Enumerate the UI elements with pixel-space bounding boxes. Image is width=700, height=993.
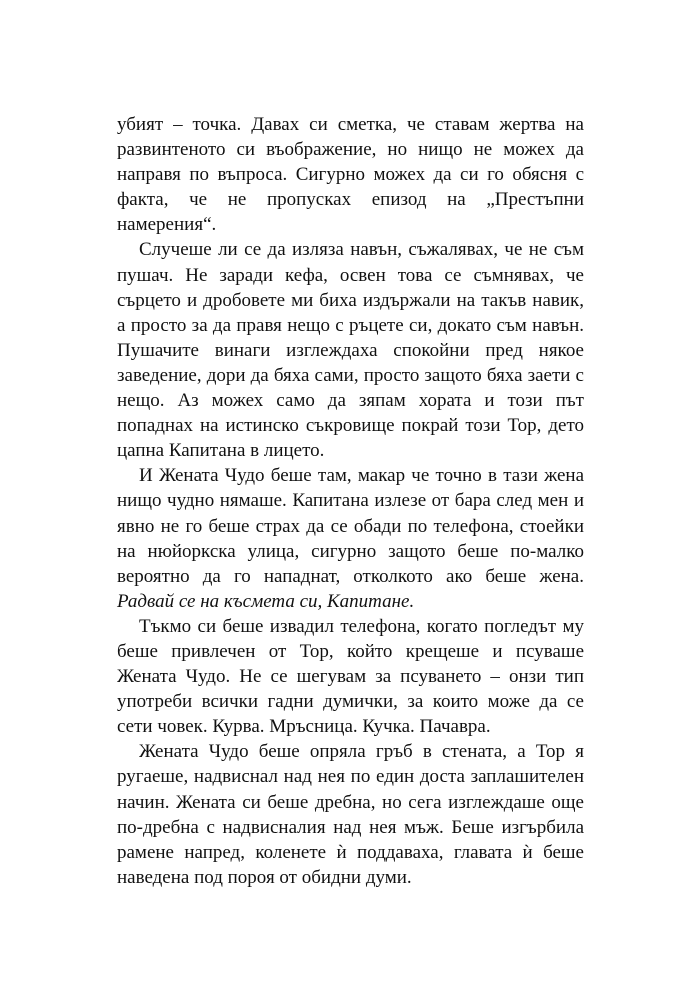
paragraph-3 bbox=[117, 463, 584, 614]
paragraph-5 bbox=[117, 739, 584, 890]
paragraph-4 bbox=[117, 614, 584, 739]
paragraph-1 bbox=[117, 112, 584, 237]
page-body bbox=[117, 112, 584, 890]
paragraph-3-italic-text: Радвай се на късмета си, Капитане. bbox=[117, 590, 415, 612]
paragraph-3-text: И Жената Чудо беше там, макар че точно в тази жена нищо чудно нямаше. Капитана излезе от бара след мен и явно не го беше страх да се обади по телефона, стоейки на нюйоркска улица, сигурно защото беше по-малко вероятно да го нападнат, отколкото ако беше жена. bbox=[117, 465, 584, 587]
paragraph-2-text: Случеше ли се да изляза навън, съжалявах, че не съм пушач. Не заради кефа, освен това се съмнявах, че сърцето и дробовете ми биха издържали на такъв навик, а просто за да правя нещо с ръцете си, докато съм навън. Пушачите винаги изглеждаха спокойни пред някое заведение, дори да бяха сами, просто защото бяха заети с нещо. Аз можех само да зяпам хората и този път попаднах на истинско съкровище покрай този Тор, дето цапна Капитана в лицето. bbox=[117, 239, 584, 462]
paragraph-1-text: убият – точка. Давах си сметка, че ставам жертва на развинтеното си въображение, но нищо не можех да направя по въпроса. Сигурно можех да си го обясня с факта, че не пропусках епизод на „Престъпни намерения“. bbox=[117, 114, 584, 236]
paragraph-4-text: Тъкмо си беше извадил телефона, когато погледът му беше привлечен от Тор, който крещеше и псуваше Жената Чудо. Не се шегувам за псуването – онзи тип употреби всички гадни думички, за които може да се сети човек. Курва. Мръсница. Кучка. Пачавра. bbox=[117, 615, 584, 738]
paragraph-2 bbox=[117, 237, 584, 463]
paragraph-5-text: Жената Чудо беше опряла гръб в стената, а Тор я ругаеше, надвиснал над нея по един доста заплашителен начин. Жената си беше дребна, но сега изглеждаше още по-дребна с надвисналия над нея мъж. Беше изгърбила рамене напред, коленете ѝ поддаваха, главата ѝ беше наведена под пороя от обидни думи. bbox=[117, 741, 584, 888]
